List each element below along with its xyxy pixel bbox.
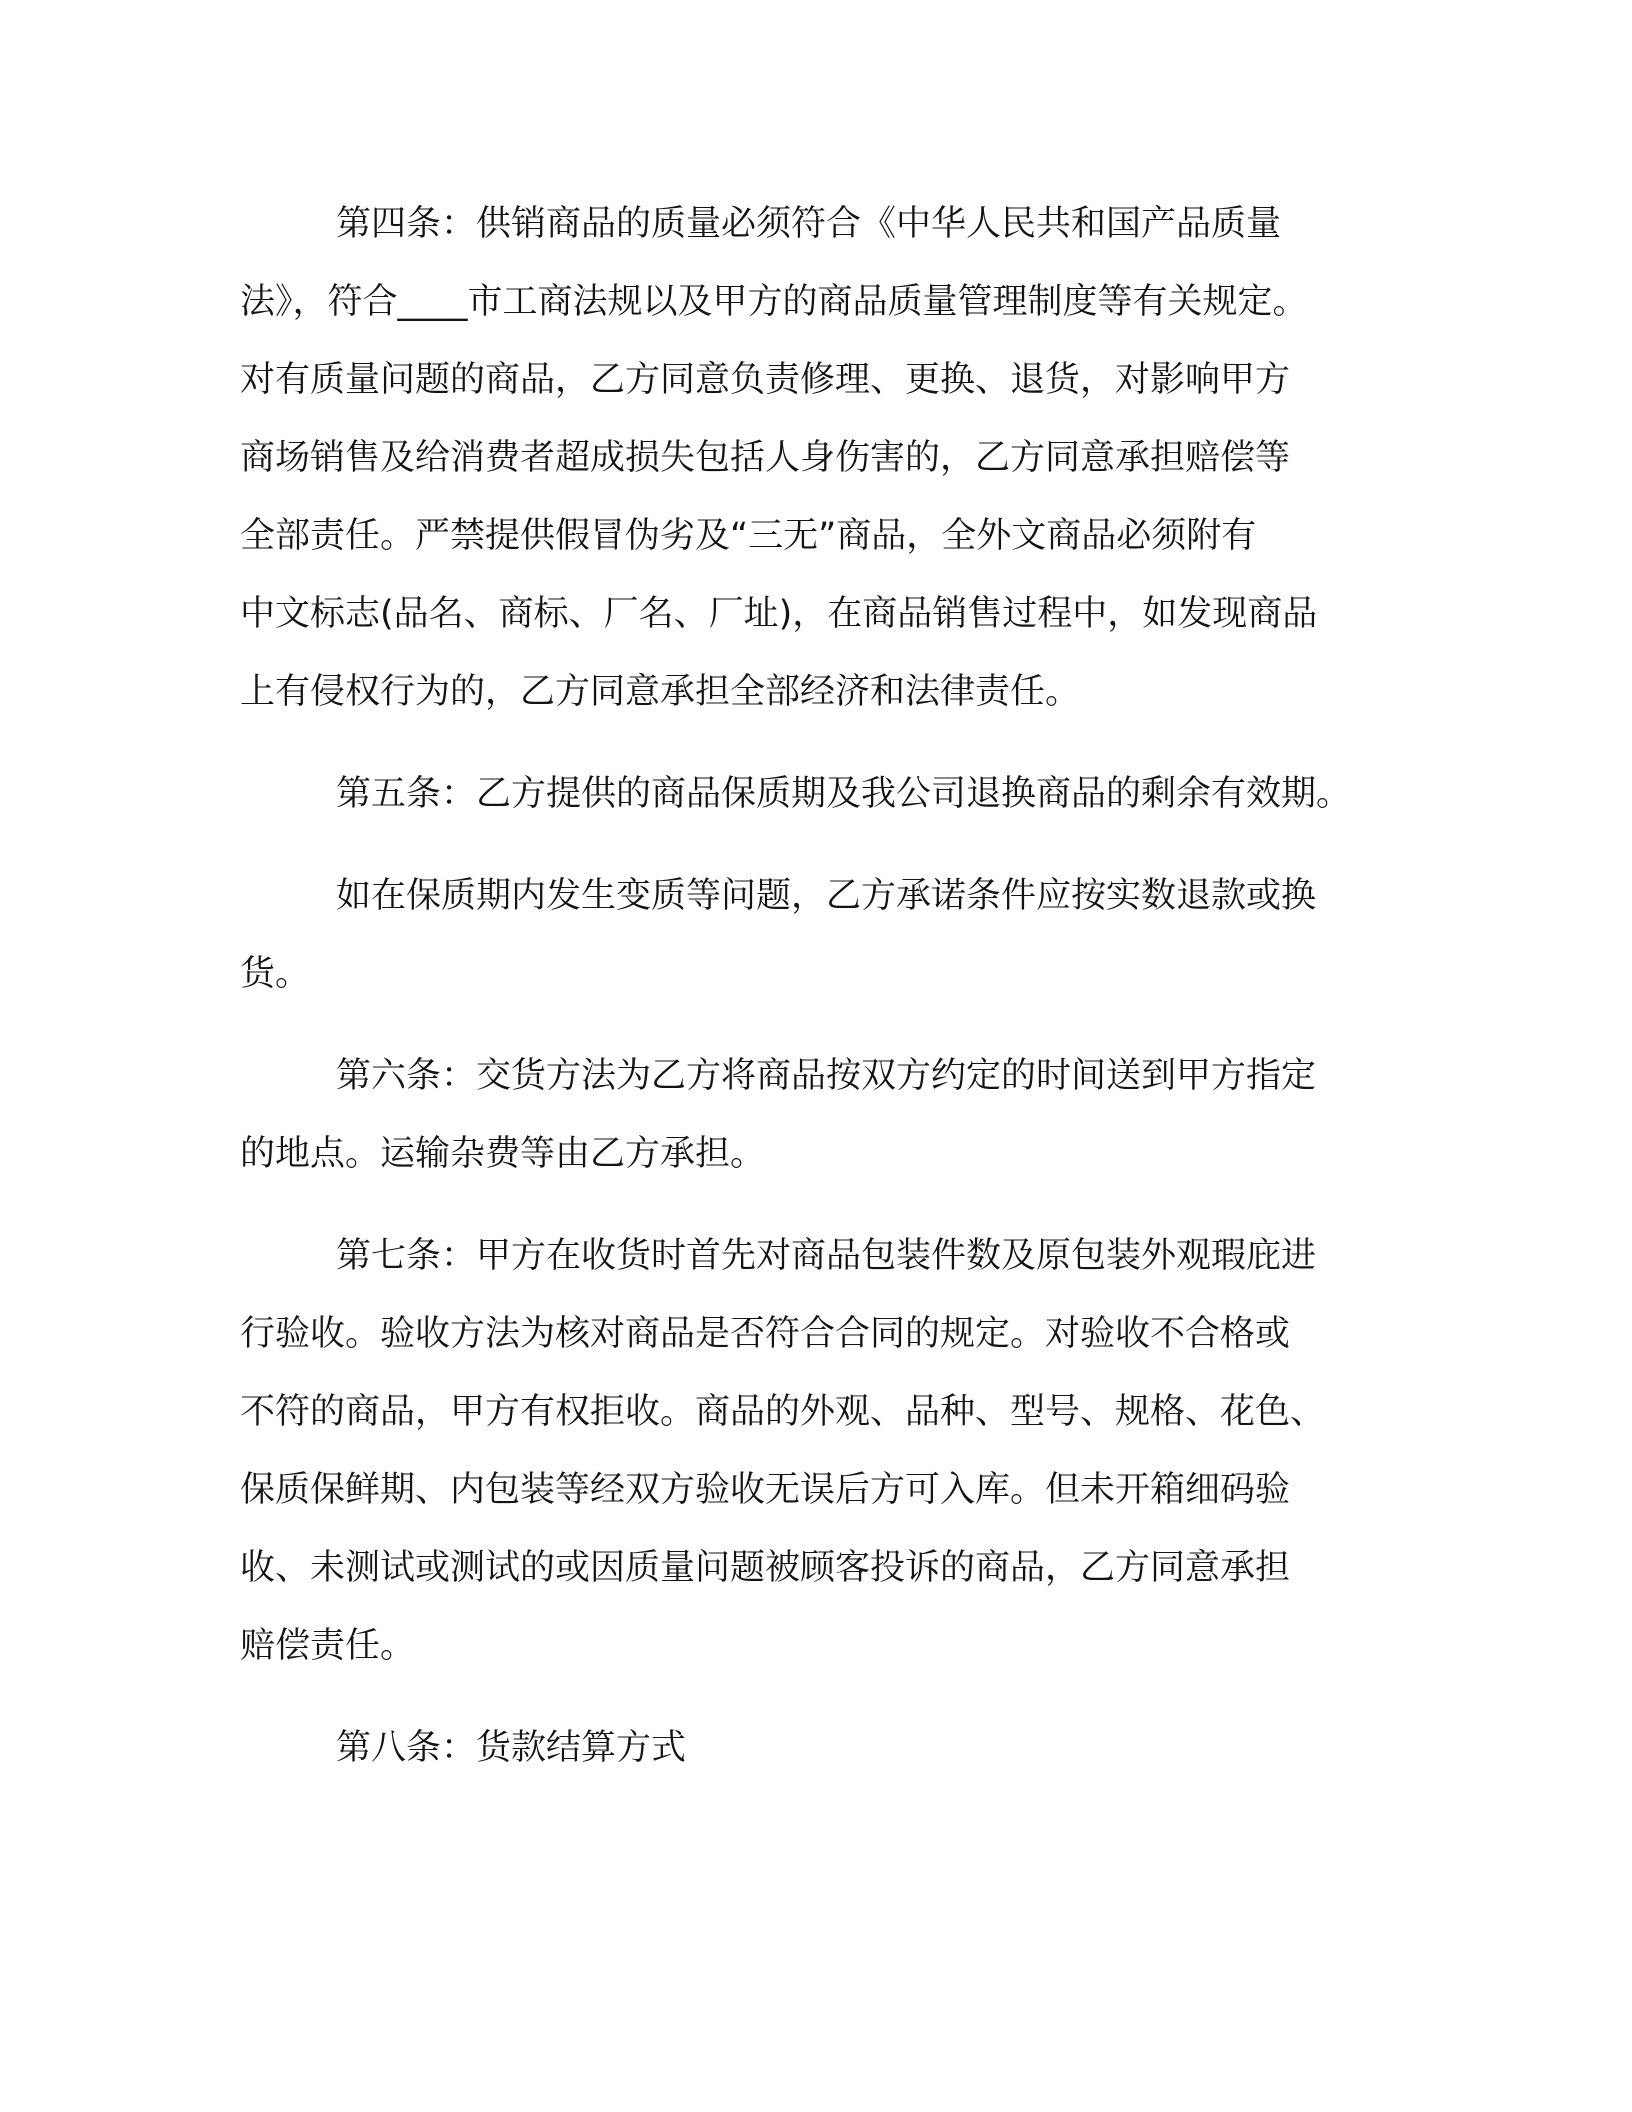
text-line: 行验收。验收方法为核对商品是否符合合同的规定。对验收不合格或 [240, 1314, 1291, 1354]
article-5 [240, 755, 1400, 833]
text-line: 的地点。运输杂费等由乙方承担。 [240, 1134, 766, 1174]
text-line: 法》，符合____市工商法规以及甲方的商品质量管理制度等有关规定。 [240, 282, 1308, 322]
article-4 [240, 185, 1400, 731]
article-7 [240, 1217, 1400, 1685]
text-line: 第五条：乙方提供的商品保质期及我公司退换商品的剩余有效期。 [336, 774, 1352, 814]
paragraph [240, 1709, 1400, 1787]
text-line: 第七条：甲方在收货时首先对商品包装件数及原包装外观瑕庇进 [336, 1236, 1317, 1276]
text-line: 全部责任。严禁提供假冒伪劣及“三无”商品，全外文商品必须附有 [240, 516, 1257, 556]
text-line: 第八条：货款结算方式 [336, 1728, 687, 1768]
text-line: 不符的商品，甲方有权拒收。商品的外观、品种、型号、规格、花色、 [240, 1392, 1326, 1432]
text-line: 如在保质期内发生变质等问题，乙方承诺条件应按实数退款或换 [336, 876, 1317, 916]
text-line: 收、未测试或测试的或因质量问题被顾客投诉的商品，乙方同意承担 [240, 1548, 1291, 1588]
document-body [240, 185, 1400, 1811]
text-line: 对有质量问题的商品，乙方同意负责修理、更换、退货，对影响甲方 [240, 360, 1291, 400]
paragraph [240, 1037, 1400, 1193]
paragraph [240, 755, 1400, 833]
text-line: 商场销售及给消费者超成损失包括人身伤害的，乙方同意承担赔偿等 [240, 438, 1291, 478]
article-8 [240, 1709, 1400, 1787]
text-line: 货。 [240, 954, 311, 994]
text-line: 上有侵权行为的，乙方同意承担全部经济和法律责任。 [240, 672, 1081, 712]
text-line: 赔偿责任。 [240, 1626, 416, 1666]
text-line: 第四条：供销商品的质量必须符合《中华人民共和国产品质量 [336, 204, 1282, 244]
paragraph [240, 857, 1400, 1013]
text-line: 保质保鲜期、内包装等经双方验收无误后方可入库。但未开箱细码验 [240, 1470, 1291, 1510]
paragraph [240, 1217, 1400, 1685]
text-line: 第六条：交货方法为乙方将商品按双方约定的时间送到甲方指定 [336, 1056, 1317, 1096]
article-6 [240, 1037, 1400, 1193]
article-5-continued [240, 857, 1400, 1013]
text-line: 中文标志(品名、商标、厂名、厂址)，在商品销售过程中，如发现商品 [240, 594, 1318, 634]
paragraph [240, 185, 1400, 731]
